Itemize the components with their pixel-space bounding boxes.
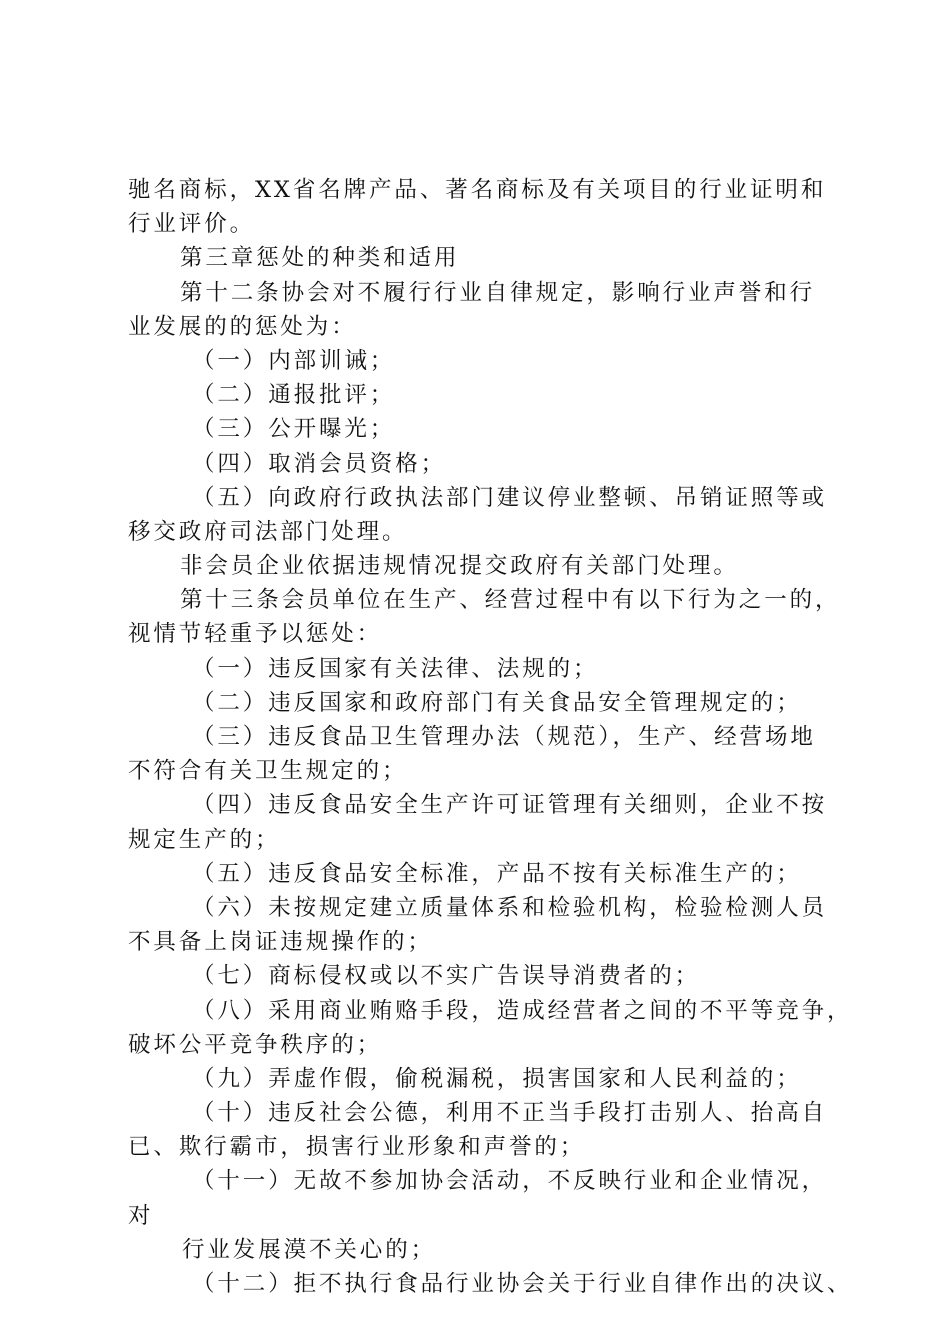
list-item: （十）违反社会公德，利用不正当手段打击别人、抬高自 [192, 1100, 828, 1127]
list-item: （二）通报批评； [192, 382, 396, 409]
text-line: 破坏公平竞争秩序的； [128, 1031, 383, 1058]
text-line: 规定生产的； [128, 826, 281, 853]
list-item: （三）公开曝光； [192, 416, 396, 443]
list-item: （二）违反国家和政府部门有关食品安全管理规定的； [192, 689, 802, 716]
text-line: 业发展的的惩处为： [128, 313, 357, 340]
text-line: 移交政府司法部门处理。 [128, 518, 408, 545]
list-item: （十二）拒不执行食品行业协会关于行业自律作出的决议、 [192, 1271, 853, 1297]
text-line: 不符合有关卫生规定的； [128, 758, 408, 785]
text-line: 行业评价。 [128, 211, 256, 238]
text-line: 对 [128, 1202, 154, 1229]
article-12: 第十二条协会对不履行行业自律规定，影响行业声誉和行 [180, 279, 816, 306]
list-item: （十一）无故不参加协会活动，不反映行业和企业情况， [192, 1168, 828, 1195]
list-item: （九）弄虚作假，偷税漏税，损害国家和人民利益的； [192, 1065, 802, 1092]
text-line: 视情节轻重予以惩处： [128, 621, 383, 648]
list-item: （六）未按规定建立质量体系和检验机构，检验检测人员 [192, 894, 828, 921]
text-line: 非会员企业依据违规情况提交政府有关部门处理。 [180, 553, 739, 580]
list-item: （五）向政府行政执法部门建议停业整顿、吊销证照等或 [192, 484, 828, 511]
list-item: （一）内部训诫； [192, 347, 396, 374]
list-item: （八）采用商业贿赂手段，造成经营者之间的不平等竞争， [192, 997, 853, 1024]
document-body [128, 173, 853, 1301]
list-item: （三）违反食品卫生管理办法（规范），生产、经营场地 [192, 724, 816, 750]
list-item: （四）违反食品安全生产许可证管理有关细则，企业不按 [192, 792, 828, 819]
text-line: 已、欺行霸市，损害行业形象和声誉的； [128, 1134, 586, 1161]
list-item: （五）违反食品安全标准，产品不按有关标准生产的； [192, 860, 802, 887]
text-line: 驰名商标，XX省名牌产品、著名商标及有关项目的行业证明和 [128, 177, 827, 203]
article-13: 第十三条会员单位在生产、经营过程中有以下行为之一的， [180, 587, 841, 614]
chapter-heading: 第三章惩处的种类和适用 [180, 245, 460, 272]
list-item: （一）违反国家有关法律、法规的； [192, 655, 599, 682]
text-line: 行业发展漠不关心的； [182, 1236, 437, 1263]
list-item: （四）取消会员资格； [192, 450, 447, 477]
list-item: （七）商标侵权或以不实广告误导消费者的； [192, 963, 701, 990]
text-line: 不具备上岗证违规操作的； [128, 929, 433, 956]
